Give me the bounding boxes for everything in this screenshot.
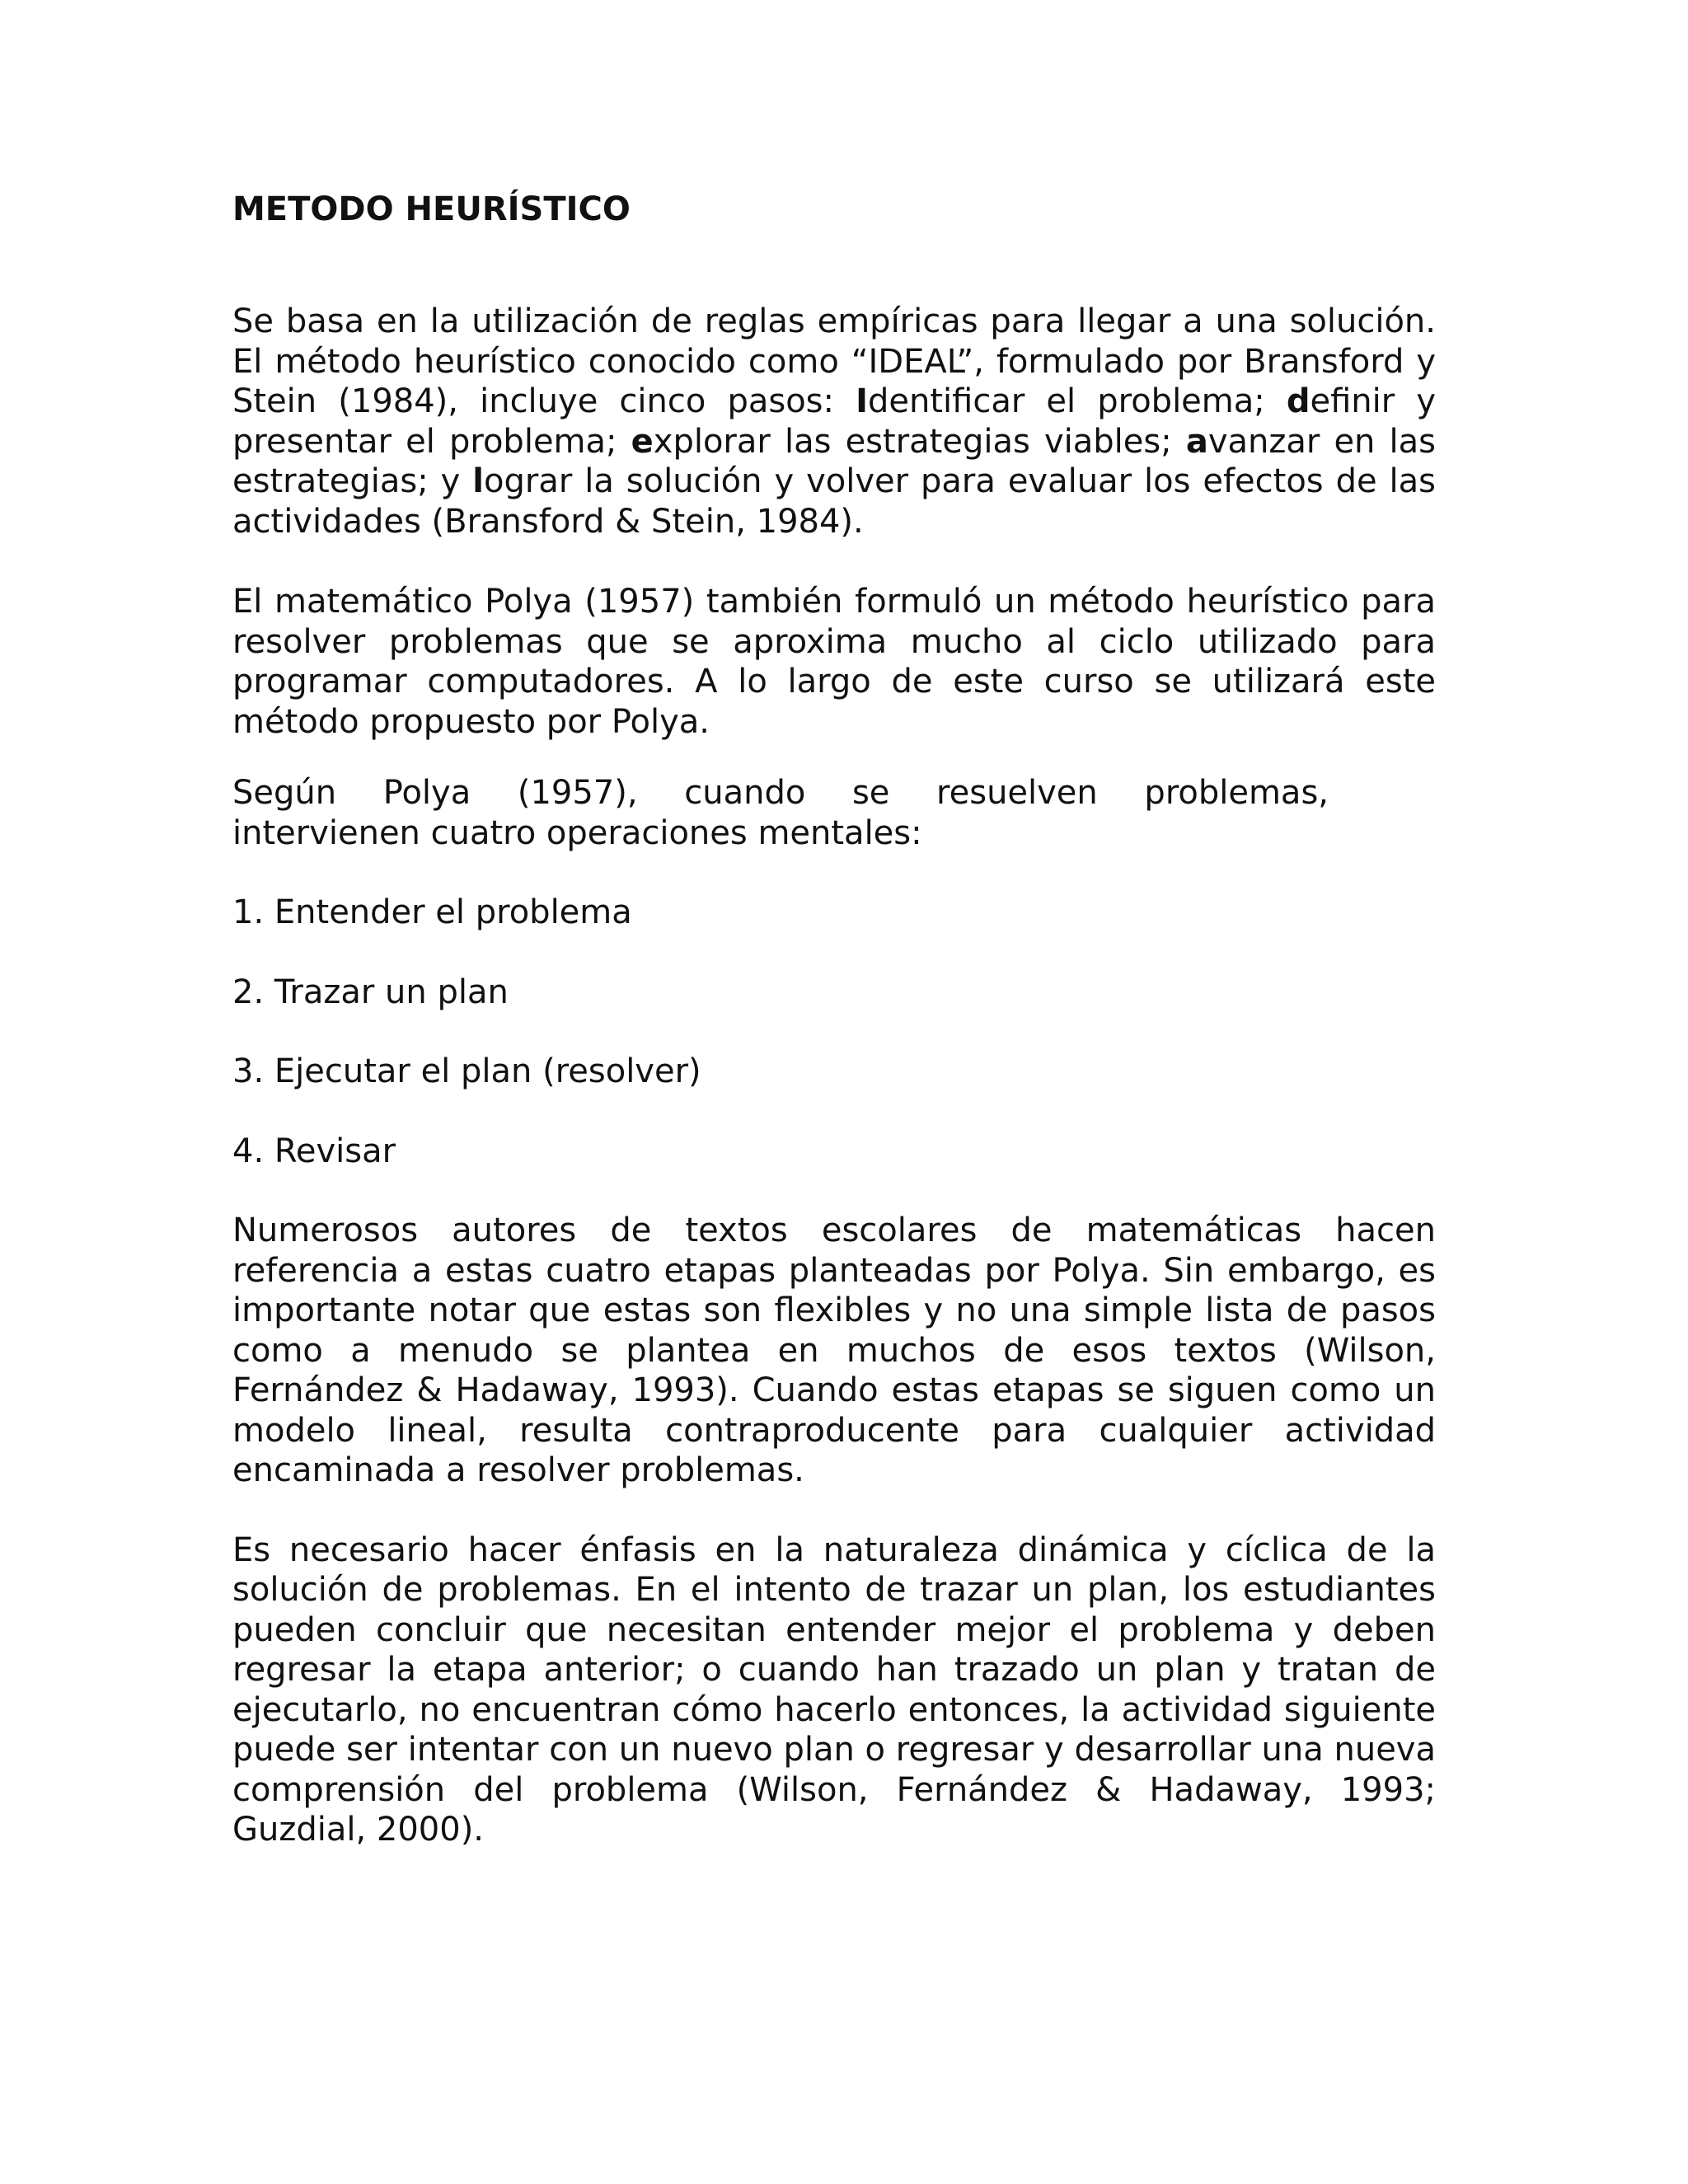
paragraph-polya-method: El matemático Polya (1957) también formuló un método heurístico para resolver problemas que se aproxima mucho al ciclo utilizado para programar computadores. A lo largo de este curso se utilizará este método propuesto por Polya. [232,583,1436,741]
list-item-step-1: 1. Entender el problema [232,893,632,931]
bold-initial-i: I [856,382,868,420]
document-page [232,190,1436,1850]
bold-initial-a: a [1185,422,1208,461]
bold-initial-l: l [472,462,485,500]
paragraph-ideal-method [232,302,1436,541]
list-item-step-4: 4. Revisar [232,1132,396,1170]
paragraph-text: ograr la solución y volver para evaluar los efectos de las actividades (Bransford & Stein, 1984). [232,462,1437,541]
document-title: METODO HEURÍSTICO [232,190,631,228]
bold-initial-e: e [631,422,654,461]
paragraph-text: Se basa en la utilización de reglas empíricas para llegar a una solución. El método heurístico conocido como “IDEAL”, formulado por Bransford y Stein (1984), incluye cinco pasos: [232,302,1436,420]
bold-initial-d: d [1286,382,1311,420]
paragraph-text: vanzar en las estrategias; y [232,422,1436,500]
paragraph-dynamic-nature: Es necesario hacer énfasis en la naturaleza dinámica y cíclica de la solución de problemas. En el intento de trazar un plan, los estudiantes pueden concluir que necesitan entender mejor el problema y deben regresar la etapa anterior; o cuando han trazado un plan y tratan de ejecutarlo, no encuentran cómo hacerlo entonces, la actividad siguiente puede ser intentar con un nuevo plan o regresar y desarrollar una nueva comprensión del problema (Wilson, Fernández & Hadaway, 1993; Guzdial, 2000). [232,1530,1436,1849]
paragraph-text: efinir y presentar el problema; [232,382,1437,461]
paragraph-line: Según Polya (1957), cuando se resuelven problemas, [232,774,1329,812]
list-item-step-2: 2. Trazar un plan [232,972,509,1011]
paragraph-line: intervienen cuatro operaciones mentales: [232,813,922,852]
paragraph-mental-operations [232,773,1436,853]
paragraph-text: dentificar el problema; [868,382,1287,420]
list-item-step-3: 3. Ejecutar el plan (resolver) [232,1052,701,1090]
paragraph-authors: Numerosos autores de textos escolares de matemáticas hacen referencia a estas cuatro etapas planteadas por Polya. Sin embargo, es importante notar que estas son flexibles y no una simple lista de pasos como a menudo se plantea en muchos de esos textos (Wilson, Fernández & Hadaway, 1993). Cuando estas etapas se siguen como un modelo lineal, resulta contraproducente para cualquier actividad encaminada a resolver problemas. [232,1212,1436,1489]
paragraph-text: xplorar las estrategias viables; [653,422,1186,461]
